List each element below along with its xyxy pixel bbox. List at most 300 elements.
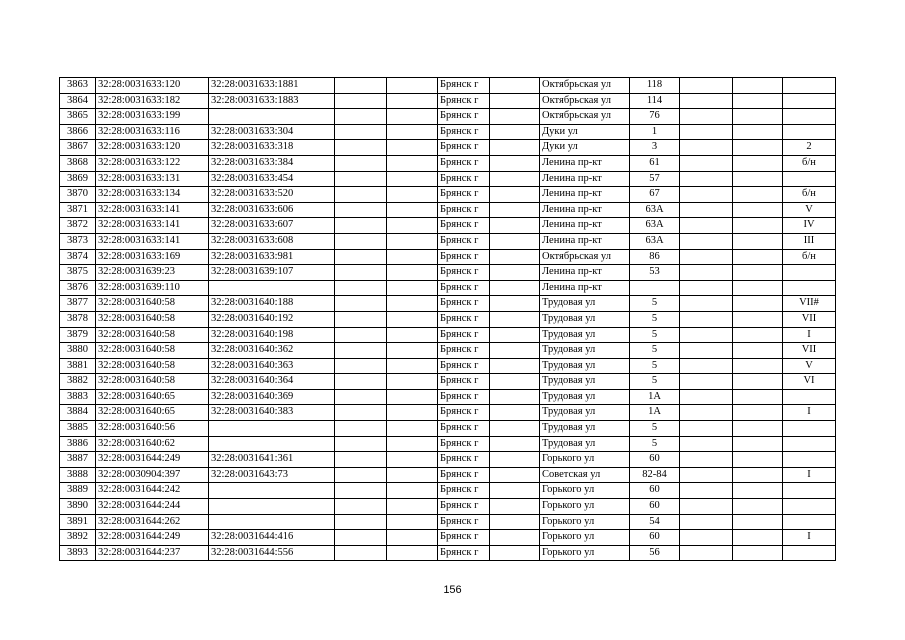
cell-object-number: 32:28:0031644:556 <box>209 545 335 561</box>
cell-col-4 <box>335 327 387 343</box>
cell-object-number: 32:28:0031640:188 <box>209 296 335 312</box>
cell-city: Брянск г <box>438 296 490 312</box>
cell-premise <box>783 483 836 499</box>
cell-col-4 <box>335 124 387 140</box>
cell-col-10 <box>680 374 733 390</box>
cell-object-number: 32:28:0031633:454 <box>209 171 335 187</box>
table-row <box>60 140 836 156</box>
cell-city: Брянск г <box>438 358 490 374</box>
table-row <box>60 109 836 125</box>
cell-col-11 <box>733 140 783 156</box>
cell-house: 86 <box>630 249 680 265</box>
cell-col-4 <box>335 452 387 468</box>
cell-row-number: 3890 <box>60 499 96 515</box>
cell-cadastral-number: 32:28:0031644:262 <box>96 514 209 530</box>
cell-col-7 <box>490 421 540 437</box>
cell-street: Советская ул <box>540 467 630 483</box>
cell-row-number: 3864 <box>60 93 96 109</box>
table-row <box>60 311 836 327</box>
table-row <box>60 530 836 546</box>
cell-city: Брянск г <box>438 78 490 94</box>
cell-col-11 <box>733 296 783 312</box>
table-row <box>60 343 836 359</box>
table-row <box>60 499 836 515</box>
cell-col-11 <box>733 265 783 281</box>
cell-house: 63А <box>630 233 680 249</box>
cell-col-5 <box>387 389 438 405</box>
cell-house: 1А <box>630 405 680 421</box>
cell-cadastral-number: 32:28:0031639:110 <box>96 280 209 296</box>
cell-col-4 <box>335 155 387 171</box>
cell-house: 5 <box>630 421 680 437</box>
cell-col-11 <box>733 202 783 218</box>
cell-col-11 <box>733 280 783 296</box>
cell-row-number: 3863 <box>60 78 96 94</box>
cell-row-number: 3880 <box>60 343 96 359</box>
cell-col-10 <box>680 93 733 109</box>
cell-col-4 <box>335 530 387 546</box>
cell-col-10 <box>680 405 733 421</box>
cell-street: Горького ул <box>540 545 630 561</box>
cell-row-number: 3867 <box>60 140 96 156</box>
cell-street: Ленина пр-кт <box>540 202 630 218</box>
cell-city: Брянск г <box>438 514 490 530</box>
cell-city: Брянск г <box>438 311 490 327</box>
table-row <box>60 327 836 343</box>
cell-object-number: 32:28:0031640:192 <box>209 311 335 327</box>
cell-house: 63А <box>630 202 680 218</box>
cell-row-number: 3870 <box>60 187 96 203</box>
cell-col-7 <box>490 202 540 218</box>
cell-cadastral-number: 32:28:0031633:116 <box>96 124 209 140</box>
cell-city: Брянск г <box>438 155 490 171</box>
cell-object-number <box>209 421 335 437</box>
cell-col-10 <box>680 249 733 265</box>
table-row <box>60 358 836 374</box>
cell-col-5 <box>387 405 438 421</box>
cell-row-number: 3887 <box>60 452 96 468</box>
cell-street: Трудовая ул <box>540 421 630 437</box>
cell-street: Октябрьская ул <box>540 93 630 109</box>
cell-col-10 <box>680 514 733 530</box>
cell-col-7 <box>490 280 540 296</box>
cell-row-number: 3883 <box>60 389 96 405</box>
cell-col-10 <box>680 499 733 515</box>
cell-street: Горького ул <box>540 452 630 468</box>
cell-house: 60 <box>630 483 680 499</box>
cell-object-number: 32:28:0031640:362 <box>209 343 335 359</box>
cell-street: Ленина пр-кт <box>540 187 630 203</box>
cell-col-4 <box>335 171 387 187</box>
cell-object-number: 32:28:0031640:364 <box>209 374 335 390</box>
table-row <box>60 421 836 437</box>
cell-row-number: 3868 <box>60 155 96 171</box>
table-row <box>60 78 836 94</box>
cell-cadastral-number: 32:28:0031639:23 <box>96 265 209 281</box>
cell-street: Октябрьская ул <box>540 78 630 94</box>
cell-premise <box>783 93 836 109</box>
cell-object-number <box>209 514 335 530</box>
cell-col-7 <box>490 327 540 343</box>
cell-house: 60 <box>630 499 680 515</box>
cell-city: Брянск г <box>438 171 490 187</box>
table-row <box>60 296 836 312</box>
cell-col-10 <box>680 78 733 94</box>
cell-object-number: 32:28:0031639:107 <box>209 265 335 281</box>
cell-street: Трудовая ул <box>540 343 630 359</box>
cell-premise: VII <box>783 343 836 359</box>
cell-col-11 <box>733 155 783 171</box>
cell-col-10 <box>680 171 733 187</box>
cell-col-7 <box>490 233 540 249</box>
cell-object-number: 32:28:0031633:981 <box>209 249 335 265</box>
cell-street: Октябрьская ул <box>540 109 630 125</box>
cell-row-number: 3874 <box>60 249 96 265</box>
cell-row-number: 3865 <box>60 109 96 125</box>
table-row <box>60 249 836 265</box>
cell-col-11 <box>733 93 783 109</box>
cell-col-5 <box>387 124 438 140</box>
cell-house: 1А <box>630 389 680 405</box>
cell-house: 63А <box>630 218 680 234</box>
table-row <box>60 124 836 140</box>
cell-object-number: 32:28:0031643:73 <box>209 467 335 483</box>
cell-cadastral-number: 32:28:0031640:58 <box>96 311 209 327</box>
table-row <box>60 265 836 281</box>
cell-col-5 <box>387 109 438 125</box>
cell-premise: I <box>783 530 836 546</box>
cell-cadastral-number: 32:28:0031633:182 <box>96 93 209 109</box>
cell-premise: V <box>783 358 836 374</box>
cell-col-7 <box>490 93 540 109</box>
cell-premise: III <box>783 233 836 249</box>
cell-premise: VI <box>783 374 836 390</box>
cell-col-4 <box>335 358 387 374</box>
cell-col-10 <box>680 545 733 561</box>
cell-col-11 <box>733 421 783 437</box>
cell-col-7 <box>490 452 540 468</box>
cell-col-10 <box>680 265 733 281</box>
cell-street: Трудовая ул <box>540 311 630 327</box>
cell-object-number <box>209 483 335 499</box>
cell-row-number: 3879 <box>60 327 96 343</box>
cell-city: Брянск г <box>438 187 490 203</box>
cell-house: 5 <box>630 343 680 359</box>
cell-house: 54 <box>630 514 680 530</box>
cell-row-number: 3886 <box>60 436 96 452</box>
cell-col-4 <box>335 296 387 312</box>
cell-col-7 <box>490 358 540 374</box>
cell-street: Ленина пр-кт <box>540 233 630 249</box>
cell-premise: VII# <box>783 296 836 312</box>
cell-city: Брянск г <box>438 202 490 218</box>
cell-premise: IV <box>783 218 836 234</box>
table-row <box>60 155 836 171</box>
cell-col-11 <box>733 233 783 249</box>
cell-house: 5 <box>630 327 680 343</box>
cell-col-11 <box>733 374 783 390</box>
cell-col-11 <box>733 187 783 203</box>
cell-col-11 <box>733 343 783 359</box>
cell-street: Трудовая ул <box>540 405 630 421</box>
cell-premise: б/н <box>783 187 836 203</box>
cell-col-4 <box>335 343 387 359</box>
cell-row-number: 3878 <box>60 311 96 327</box>
cell-col-5 <box>387 93 438 109</box>
cell-city: Брянск г <box>438 343 490 359</box>
cell-col-5 <box>387 187 438 203</box>
cell-street: Трудовая ул <box>540 296 630 312</box>
cell-col-10 <box>680 187 733 203</box>
cell-col-7 <box>490 436 540 452</box>
cell-object-number: 32:28:0031640:198 <box>209 327 335 343</box>
cell-house: 53 <box>630 265 680 281</box>
cell-cadastral-number: 32:28:0031640:62 <box>96 436 209 452</box>
cell-street: Горького ул <box>540 499 630 515</box>
table-body <box>60 78 836 561</box>
cell-city: Брянск г <box>438 483 490 499</box>
cell-col-10 <box>680 530 733 546</box>
cell-object-number <box>209 436 335 452</box>
cell-row-number: 3885 <box>60 421 96 437</box>
cell-city: Брянск г <box>438 436 490 452</box>
cell-col-4 <box>335 483 387 499</box>
cell-cadastral-number: 32:28:0031633:122 <box>96 155 209 171</box>
cell-city: Брянск г <box>438 218 490 234</box>
cell-row-number: 3881 <box>60 358 96 374</box>
cell-col-11 <box>733 545 783 561</box>
table-row <box>60 452 836 468</box>
cell-col-5 <box>387 218 438 234</box>
cell-city: Брянск г <box>438 280 490 296</box>
cell-col-5 <box>387 514 438 530</box>
cell-street: Ленина пр-кт <box>540 155 630 171</box>
cell-object-number: 32:28:0031633:1883 <box>209 93 335 109</box>
cell-object-number <box>209 109 335 125</box>
cell-city: Брянск г <box>438 405 490 421</box>
cell-object-number: 32:28:0031640:369 <box>209 389 335 405</box>
cell-street: Горького ул <box>540 514 630 530</box>
cell-cadastral-number: 32:28:0031644:249 <box>96 530 209 546</box>
cell-col-11 <box>733 218 783 234</box>
cell-cadastral-number: 32:28:0031640:58 <box>96 374 209 390</box>
cell-col-7 <box>490 530 540 546</box>
cell-col-7 <box>490 124 540 140</box>
cell-col-10 <box>680 155 733 171</box>
cell-col-5 <box>387 296 438 312</box>
cell-house: 5 <box>630 358 680 374</box>
cell-premise: I <box>783 327 836 343</box>
cell-city: Брянск г <box>438 389 490 405</box>
cell-col-11 <box>733 530 783 546</box>
cell-col-4 <box>335 109 387 125</box>
cell-col-10 <box>680 436 733 452</box>
page-number: 156 <box>443 584 462 596</box>
cell-col-11 <box>733 358 783 374</box>
table-row <box>60 467 836 483</box>
cell-row-number: 3889 <box>60 483 96 499</box>
cell-col-5 <box>387 452 438 468</box>
cell-col-11 <box>733 311 783 327</box>
cell-premise <box>783 171 836 187</box>
cell-col-11 <box>733 109 783 125</box>
cell-col-5 <box>387 421 438 437</box>
cell-premise <box>783 514 836 530</box>
cell-col-5 <box>387 545 438 561</box>
registry-table <box>59 77 836 561</box>
cell-street: Трудовая ул <box>540 327 630 343</box>
cell-col-10 <box>680 327 733 343</box>
cell-col-11 <box>733 389 783 405</box>
cell-col-10 <box>680 389 733 405</box>
cell-house: 114 <box>630 93 680 109</box>
cell-cadastral-number: 32:28:0031633:141 <box>96 202 209 218</box>
cell-col-4 <box>335 514 387 530</box>
table-row <box>60 93 836 109</box>
cell-col-10 <box>680 358 733 374</box>
cell-city: Брянск г <box>438 421 490 437</box>
cell-col-4 <box>335 140 387 156</box>
cell-col-11 <box>733 514 783 530</box>
cell-house: 56 <box>630 545 680 561</box>
cell-col-11 <box>733 467 783 483</box>
cell-col-10 <box>680 140 733 156</box>
cell-object-number <box>209 280 335 296</box>
cell-premise: VII <box>783 311 836 327</box>
cell-city: Брянск г <box>438 140 490 156</box>
cell-col-10 <box>680 467 733 483</box>
cell-object-number: 32:28:0031633:607 <box>209 218 335 234</box>
cell-object-number: 32:28:0031640:383 <box>209 405 335 421</box>
cell-col-5 <box>387 140 438 156</box>
cell-row-number: 3877 <box>60 296 96 312</box>
table-row <box>60 389 836 405</box>
cell-col-5 <box>387 467 438 483</box>
cell-col-5 <box>387 78 438 94</box>
cell-col-10 <box>680 421 733 437</box>
cell-object-number: 32:28:0031633:520 <box>209 187 335 203</box>
cell-row-number: 3891 <box>60 514 96 530</box>
table-row <box>60 545 836 561</box>
cell-col-11 <box>733 171 783 187</box>
cell-premise: б/н <box>783 155 836 171</box>
cell-cadastral-number: 32:28:0031633:131 <box>96 171 209 187</box>
cell-col-4 <box>335 405 387 421</box>
cell-col-5 <box>387 343 438 359</box>
cell-col-10 <box>680 311 733 327</box>
cell-premise <box>783 499 836 515</box>
cell-cadastral-number: 32:28:0031640:65 <box>96 389 209 405</box>
cell-col-7 <box>490 405 540 421</box>
cell-object-number: 32:28:0031633:608 <box>209 233 335 249</box>
cell-premise: I <box>783 405 836 421</box>
cell-col-4 <box>335 280 387 296</box>
cell-object-number: 32:28:0031633:318 <box>209 140 335 156</box>
cell-object-number: 32:28:0031633:304 <box>209 124 335 140</box>
cell-object-number: 32:28:0031644:416 <box>209 530 335 546</box>
cell-house: 5 <box>630 311 680 327</box>
cell-col-4 <box>335 265 387 281</box>
cell-col-10 <box>680 452 733 468</box>
cell-col-7 <box>490 545 540 561</box>
cell-col-4 <box>335 202 387 218</box>
cell-street: Ленина пр-кт <box>540 265 630 281</box>
cell-col-4 <box>335 311 387 327</box>
cell-street: Трудовая ул <box>540 358 630 374</box>
cell-house: 5 <box>630 296 680 312</box>
cell-col-10 <box>680 109 733 125</box>
cell-col-5 <box>387 483 438 499</box>
cell-house <box>630 280 680 296</box>
table-row <box>60 374 836 390</box>
cell-col-11 <box>733 405 783 421</box>
cell-col-11 <box>733 499 783 515</box>
cell-col-7 <box>490 171 540 187</box>
cell-col-4 <box>335 421 387 437</box>
cell-cadastral-number: 32:28:0031644:242 <box>96 483 209 499</box>
cell-row-number: 3869 <box>60 171 96 187</box>
cell-col-5 <box>387 265 438 281</box>
cell-col-4 <box>335 187 387 203</box>
cell-col-7 <box>490 483 540 499</box>
cell-premise: I <box>783 467 836 483</box>
table-row <box>60 187 836 203</box>
cell-premise: V <box>783 202 836 218</box>
cell-row-number: 3873 <box>60 233 96 249</box>
cell-object-number: 32:28:0031633:384 <box>209 155 335 171</box>
cell-col-7 <box>490 218 540 234</box>
cell-city: Брянск г <box>438 265 490 281</box>
cell-street: Ленина пр-кт <box>540 218 630 234</box>
cell-row-number: 3872 <box>60 218 96 234</box>
cell-house: 60 <box>630 530 680 546</box>
table-row <box>60 233 836 249</box>
cell-premise <box>783 452 836 468</box>
cell-col-4 <box>335 467 387 483</box>
cell-row-number: 3876 <box>60 280 96 296</box>
cell-row-number: 3884 <box>60 405 96 421</box>
cell-street: Горького ул <box>540 530 630 546</box>
cell-house: 5 <box>630 436 680 452</box>
cell-object-number <box>209 499 335 515</box>
cell-col-10 <box>680 233 733 249</box>
cell-city: Брянск г <box>438 93 490 109</box>
cell-city: Брянск г <box>438 452 490 468</box>
cell-street: Дуки ул <box>540 124 630 140</box>
cell-col-5 <box>387 327 438 343</box>
table-row <box>60 218 836 234</box>
cell-city: Брянск г <box>438 327 490 343</box>
cell-col-10 <box>680 343 733 359</box>
cell-col-10 <box>680 280 733 296</box>
cell-col-5 <box>387 358 438 374</box>
cell-house: 57 <box>630 171 680 187</box>
cell-col-5 <box>387 202 438 218</box>
cell-premise: 2 <box>783 140 836 156</box>
cell-premise <box>783 78 836 94</box>
cell-street: Трудовая ул <box>540 389 630 405</box>
cell-col-5 <box>387 171 438 187</box>
cell-city: Брянск г <box>438 124 490 140</box>
cell-cadastral-number: 32:28:0031633:134 <box>96 187 209 203</box>
table-row <box>60 405 836 421</box>
cell-col-11 <box>733 436 783 452</box>
cell-house: 76 <box>630 109 680 125</box>
cell-col-5 <box>387 155 438 171</box>
cell-street: Трудовая ул <box>540 436 630 452</box>
cell-col-7 <box>490 78 540 94</box>
cell-city: Брянск г <box>438 467 490 483</box>
